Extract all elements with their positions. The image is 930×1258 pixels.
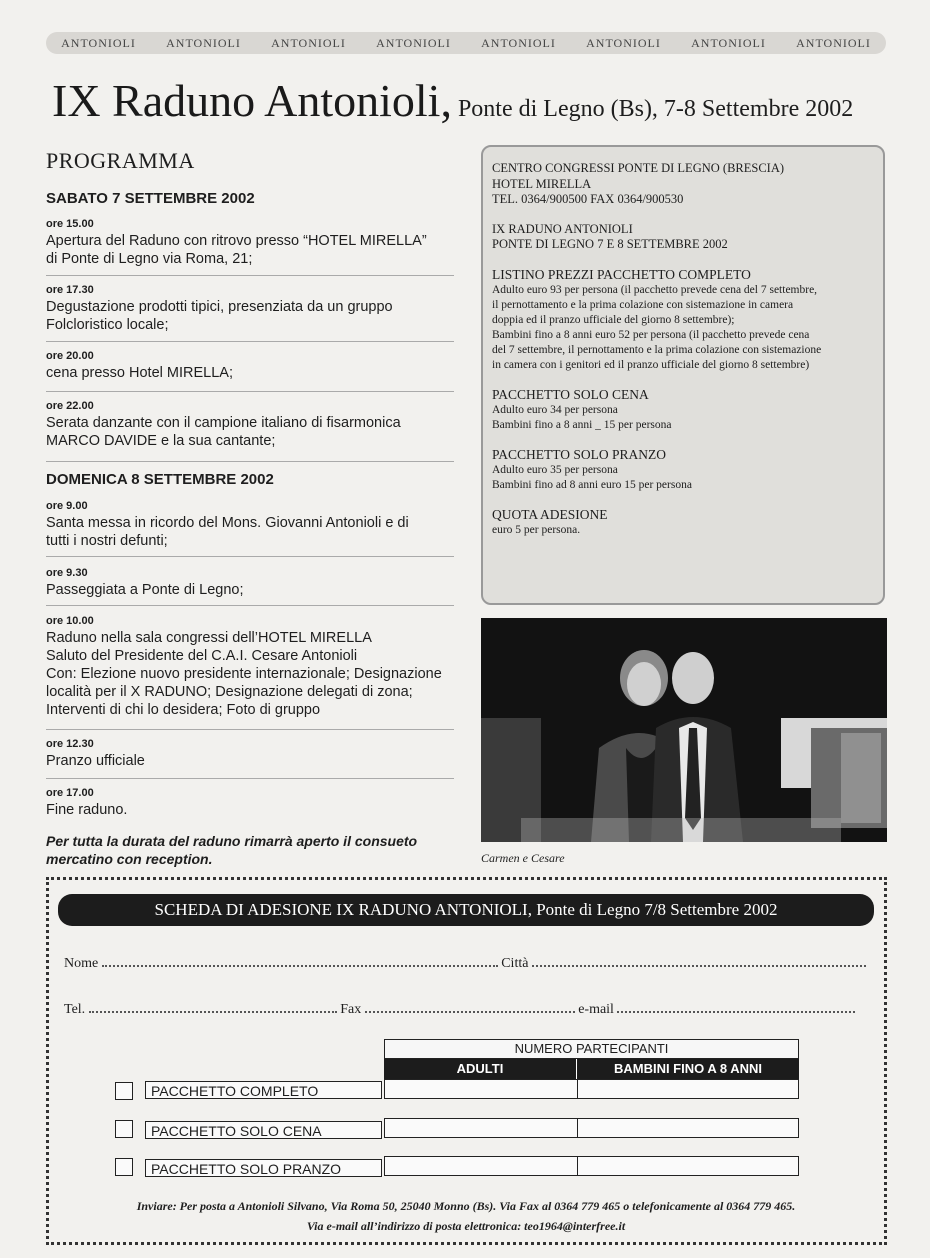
fax-label: Fax [340,1002,362,1017]
email-label: e-mail [578,1002,614,1017]
page-title [52,74,853,127]
lunch-package-heading: PACCHETTO SOLO PRANZO [492,446,667,462]
banner-word: ANTONIOLI [481,35,556,50]
tel-line[interactable] [89,999,337,1013]
banner-word: ANTONIOLI [61,35,136,50]
send-instructions: Inviare: Per posta a Antonioli Silvano, Via Roma 50, 25040 Monno (Bs). Via Fax al 0364 779 465 o telefonicamente al 0364 779 465. [136,1199,796,1213]
event-text: Raduno nella sala congressi dell’HOTEL MIRELLA Saluto del Presidente del C.A.I. Cesare Antonioli Con: Elezione nuovo presidente internazionale; Designazione località per il X RADUNO; Designazione delegati di zona; Interventi di chi lo desidera; Foto di gruppo [46,630,442,718]
banner-word: ANTONIOLI [796,35,871,50]
event-item [46,500,454,557]
event-text: Santa messa in ricordo del Mons. Giovanni Antonioli e di tutti i nostri defunti; [46,515,409,549]
children-count-cell[interactable] [578,1119,798,1137]
event-info: IX RADUNO ANTONIOLI PONTE DI LEGNO 7 E 8 SETTEMBRE 2002 [492,221,728,251]
event-text: Pranzo ufficiale [46,753,145,769]
photo [481,618,887,842]
banner-word: ANTONIOLI [376,35,451,50]
event-time: ore 12.30 [46,738,94,750]
title-sub: Ponte di Legno (Bs), 7-8 Settembre 2002 [457,96,854,122]
tel-label: Tel. [64,1002,86,1017]
banner-word: ANTONIOLI [271,35,346,50]
adults-count-cell[interactable] [385,1157,578,1175]
event-item [46,738,454,779]
children-count-cell[interactable] [578,1157,798,1175]
fee-heading: QUOTA ADESIONE [492,506,608,522]
contact-field[interactable] [64,999,855,1018]
banner-word: ANTONIOLI [691,35,766,50]
event-item [46,218,454,276]
package-lunch-row[interactable] [384,1156,799,1176]
event-time: ore 22.00 [46,400,94,412]
lunch-package-text: Adulto euro 35 per persona Bambini fino ad 8 anni euro 15 per persona [492,463,692,491]
dinner-package-heading: PACCHETTO SOLO CENA [492,386,649,402]
event-time: ore 17.00 [46,787,94,799]
participants-columns [384,1059,799,1079]
banner-word: ANTONIOLI [166,35,241,50]
event-item [46,787,454,823]
event-time: ore 10.00 [46,615,94,627]
event-text: Apertura del Raduno con ritrovo presso “HOTEL MIRELLA” di Ponte di Legno via Roma, 21; [46,233,427,267]
adults-column-header: ADULTI [384,1059,577,1079]
children-column-header: BAMBINI FINO A 8 ANNI [613,1061,763,1076]
package-complete-checkbox[interactable] [115,1082,133,1100]
package-dinner-row[interactable] [384,1118,799,1138]
event-text: Serata danzante con il campione italiano di fisarmonica MARCO DAVIDE e la sua cantante; [46,415,401,449]
programme-heading: PROGRAMMA [46,148,195,173]
fee-text: euro 5 per persona. [492,523,581,536]
event-time: ore 15.00 [46,218,94,230]
event-text: cena presso Hotel MIRELLA; [46,365,233,381]
event-text: Passeggiata a Ponte di Legno; [46,582,244,598]
event-time: ore 17.30 [46,284,94,296]
event-time: ore 9.30 [46,567,88,579]
event-time: ore 20.00 [46,350,94,362]
dinner-package-text: Adulto euro 34 per persona Bambini fino a 8 anni _ 15 per persona [492,403,672,431]
event-time: ore 9.00 [46,500,88,512]
adults-count-cell[interactable] [385,1080,578,1098]
package-dinner-label: PACCHETTO SOLO CENA [145,1121,382,1139]
event-item [46,284,454,342]
package-complete-label: PACCHETTO COMPLETO [145,1081,382,1099]
form-footer [58,1196,874,1236]
participants-header: NUMERO PARTECIPANTI [384,1039,799,1059]
package-lunch-label: PACCHETTO SOLO PRANZO [145,1159,382,1177]
price-list-text: Adulto euro 93 per persona (il pacchetto prevede cena del 7 settembre, il pernottamento e la prima colazione con sistemazione in camera doppia ed il pranzo ufficiale del giorno 8 settembre); Bambini fino a 8 anni euro 52 per persona (il pacchetto prevede cena del 7 settembre, il pernottamento e la prima colazione con sistemazione in camera con i genitori ed il pranzo ufficiale del giorno 8 settembre) [492,283,822,371]
email-instructions: Via e-mail all’indirizzo di posta elettronica: teo1964@interfree.it [306,1219,626,1233]
city-line[interactable] [532,953,866,967]
adults-count-cell[interactable] [385,1119,578,1137]
title-main: IX Raduno Antonioli, [52,75,452,126]
market-note: Per tutta la durata del raduno rimarrà aperto il consueto mercatino con reception. [46,833,418,867]
top-banner [46,32,886,54]
price-list-heading: LISTINO PREZZI PACCHETTO COMPLETO [492,266,751,282]
event-item [46,350,454,392]
banner-word: ANTONIOLI [586,35,661,50]
day-sunday-heading: DOMENICA 8 SETTEMBRE 2002 [46,471,274,488]
photo-caption: Carmen e Cesare [481,851,565,865]
children-count-cell[interactable] [578,1080,798,1098]
event-item [46,615,454,730]
venue-info: CENTRO CONGRESSI PONTE DI LEGNO (BRESCIA) HOTEL MIRELLA TEL. 0364/900500 FAX 0364/900530 [492,161,785,206]
event-item [46,567,454,606]
package-complete-row[interactable] [384,1079,799,1099]
package-lunch-checkbox[interactable] [115,1158,133,1176]
event-item [46,400,454,462]
email-line[interactable] [617,999,855,1013]
event-text: Fine raduno. [46,802,128,818]
day-saturday-heading: SABATO 7 SETTEMBRE 2002 [46,190,255,207]
form-title: SCHEDA DI ADESIONE IX RADUNO ANTONIOLI, Ponte di Legno 7/8 Settembre 2002 [58,894,874,926]
fax-line[interactable] [365,999,575,1013]
city-label: Città [501,956,529,971]
name-field[interactable] [64,953,866,972]
info-box [481,145,885,605]
name-label: Nome [64,956,99,971]
name-line[interactable] [102,953,498,967]
package-dinner-checkbox[interactable] [115,1120,133,1138]
event-text: Degustazione prodotti tipici, presenziata da un gruppo Folcloristico locale; [46,299,393,333]
